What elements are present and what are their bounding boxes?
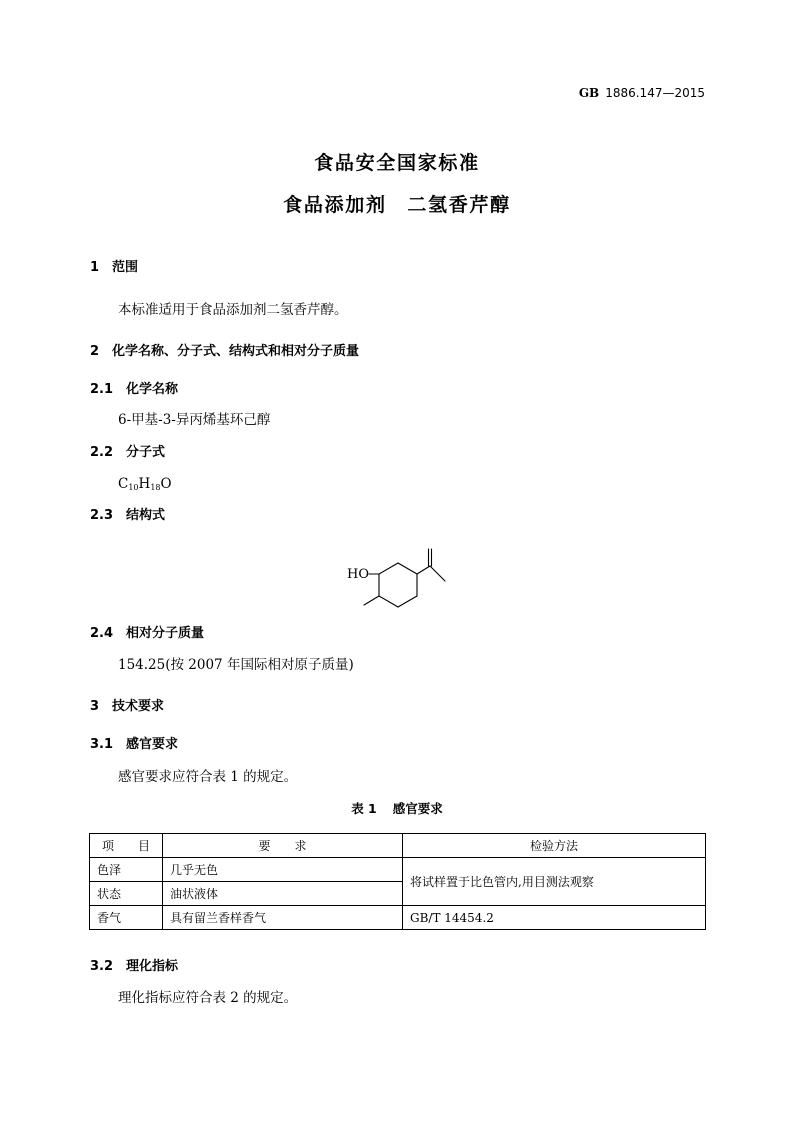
document-title-line1: 食品安全国家标准 (314, 152, 480, 174)
section-title: 相对分子质量 (126, 626, 205, 641)
table-caption-number: 表 1 (351, 801, 377, 816)
section-3-1-body: 感官要求应符合表 1 的规定。 (118, 769, 298, 785)
section-number: 3 (90, 699, 100, 714)
hydroxyl-label: HO (347, 567, 369, 582)
isopropenyl-bond (417, 566, 430, 574)
cell-item: 香气 (90, 906, 163, 930)
section-3-heading (90, 699, 164, 715)
section-title: 范围 (112, 260, 139, 275)
standard-code-number: 1886.147—2015 (605, 86, 705, 100)
section-number: 2.3 (90, 508, 114, 523)
structural-formula-diagram (340, 540, 455, 615)
cell-requirement: 具有留兰香样香气 (163, 906, 403, 930)
standard-code-prefix: GB (578, 86, 600, 100)
ring-bond-c4-c5 (398, 596, 417, 607)
section-1-heading (90, 260, 138, 276)
document-title-line2: 食品添加剂 二氢香芹醇 (283, 194, 511, 216)
table-row (90, 906, 706, 930)
formula-hydrogen-count: 18 (150, 483, 161, 492)
section-2-1-heading (90, 382, 178, 398)
section-number: 3.1 (90, 737, 114, 752)
section-3-2-heading (90, 959, 178, 975)
section-2-2-heading (90, 445, 165, 461)
section-title: 化学名称、分子式、结构式和相对分子质量 (112, 344, 360, 359)
section-3-2-body: 理化指标应符合表 2 的规定。 (118, 990, 298, 1006)
formula-hydrogen: H (138, 476, 151, 492)
header-item: 项 目 (90, 834, 163, 858)
table-row (90, 858, 706, 882)
formula-oxygen: O (160, 476, 172, 492)
molecular-mass: 154.25(按 2007 年国际相对原子质量) (118, 657, 354, 673)
formula-carbon-count: 10 (128, 483, 139, 492)
cell-item: 色泽 (90, 858, 163, 882)
section-number: 2.1 (90, 382, 114, 397)
cell-test-method-merged: 将试样置于比色管内,用目测法观察 (403, 858, 706, 906)
isopropenyl-methyl-bond (430, 566, 445, 581)
section-number: 3.2 (90, 959, 114, 974)
ring-bond-c2-c3 (398, 563, 417, 574)
section-title: 化学名称 (126, 382, 179, 397)
section-number: 2.2 (90, 445, 114, 460)
table-caption-title: 感官要求 (392, 801, 443, 816)
section-1-body: 本标准适用于食品添加剂二氢香芹醇。 (118, 302, 348, 318)
section-title: 理化指标 (126, 959, 179, 974)
header-test-method: 检验方法 (403, 834, 706, 858)
section-title: 感官要求 (126, 737, 179, 752)
section-3-1-heading (90, 737, 178, 753)
section-number: 2 (90, 344, 100, 359)
molecular-formula (118, 476, 172, 492)
cell-item: 状态 (90, 882, 163, 906)
section-number: 1 (90, 260, 100, 275)
methyl-bond (364, 596, 379, 605)
header-requirement: 要 求 (163, 834, 403, 858)
cell-requirement: 油状液体 (163, 882, 403, 906)
section-title: 结构式 (126, 508, 166, 523)
table-header-row (90, 834, 706, 858)
chemical-name: 6-甲基-3-异丙烯基环己醇 (118, 412, 271, 428)
ring-bond-c5-c6 (379, 596, 398, 607)
section-title: 分子式 (126, 445, 166, 460)
section-2-4-heading (90, 626, 204, 642)
section-number: 2.4 (90, 626, 114, 641)
section-2-3-heading (90, 508, 165, 524)
cell-test-method: GB/T 14454.2 (403, 906, 706, 930)
cell-requirement: 几乎无色 (163, 858, 403, 882)
section-title: 技术要求 (112, 699, 165, 714)
section-2-heading (90, 344, 359, 360)
sensory-requirements-table (89, 833, 706, 930)
ring-bond-c1-c2 (379, 563, 398, 574)
formula-carbon: C (118, 476, 129, 492)
standard-code (579, 86, 705, 100)
table-1-caption (0, 801, 794, 817)
